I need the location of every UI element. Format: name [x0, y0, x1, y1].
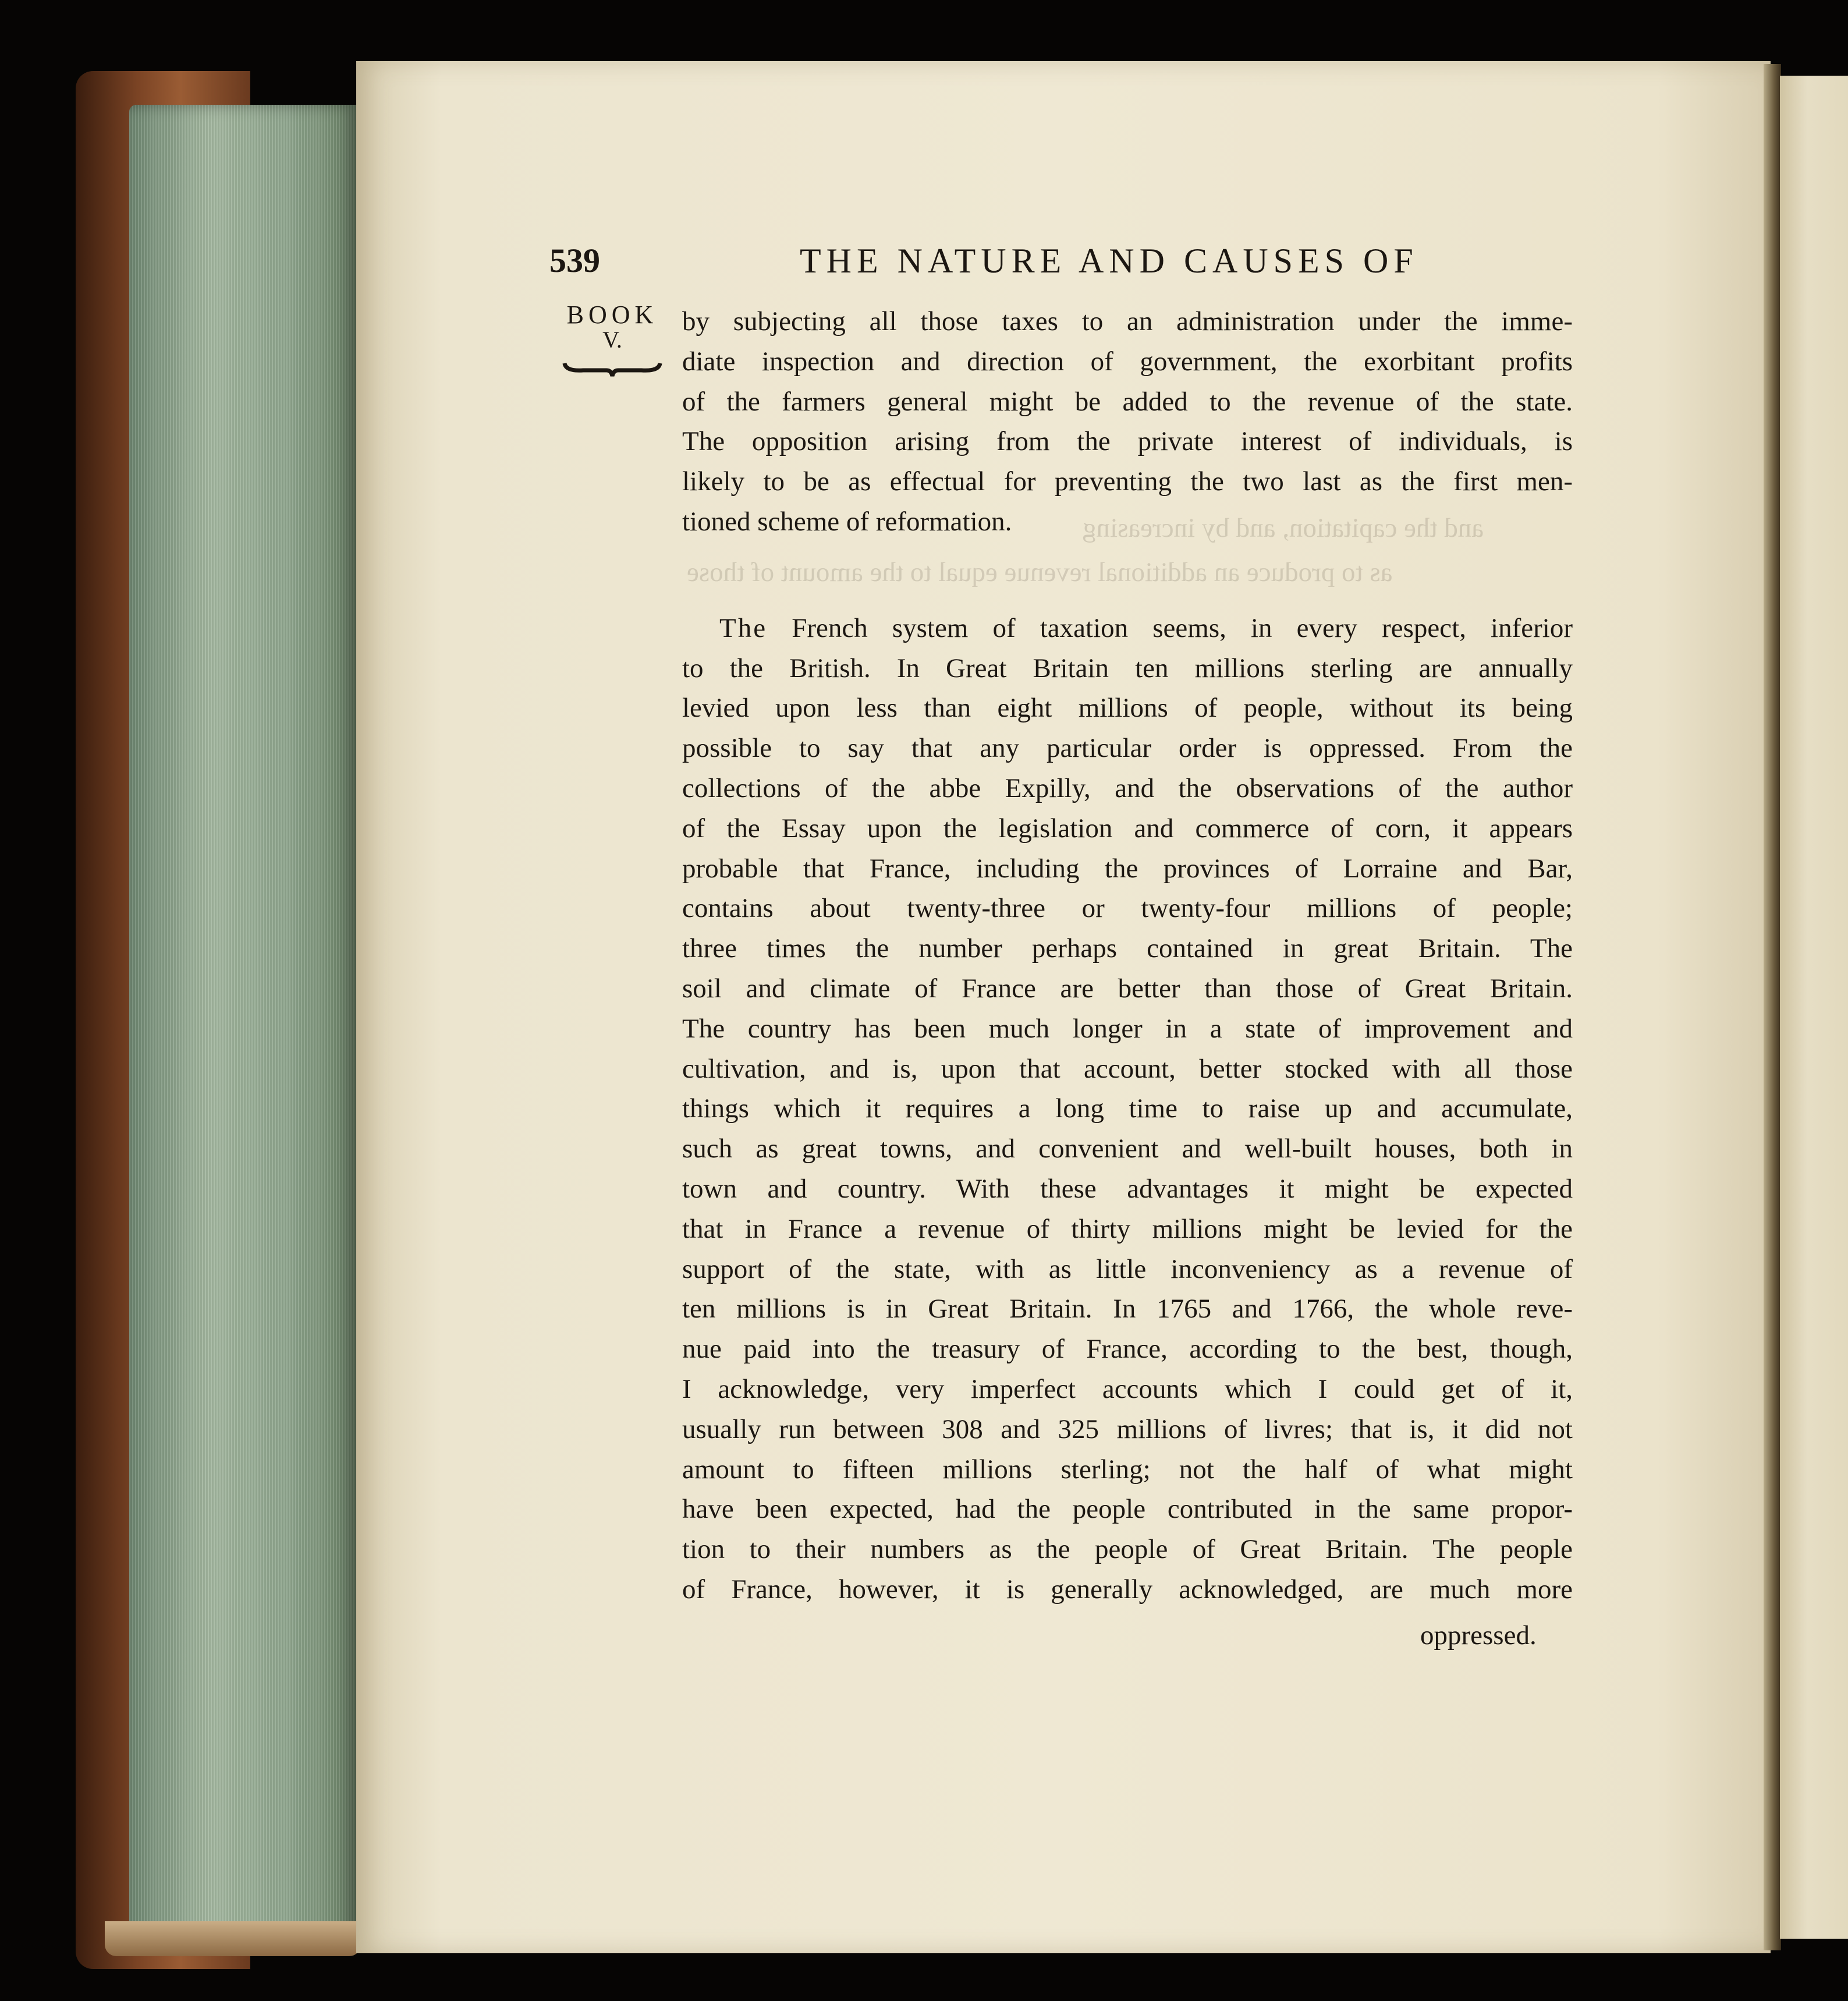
- text-line: possible to say that any particular order is oppressed. From the: [682, 733, 1573, 764]
- text-line: have been expected, had the people contributed in the same propor-: [682, 1494, 1573, 1525]
- text-line: of the farmers general might be added to the revenue of the state.: [682, 386, 1573, 417]
- text-line: diate inspection and direction of government, the exorbitant profits: [682, 346, 1573, 377]
- text-line: ten millions is in Great Britain. In 1765 and 1766, the whole reve-: [682, 1294, 1573, 1324]
- text-line: nue paid into the treasury of France, according to the best, though,: [682, 1334, 1573, 1365]
- first-line-rest: French system of taxation seems, in every respect, inferior: [792, 612, 1573, 643]
- text-line: likely to be as effectual for preventing the two last as the first men-: [682, 466, 1573, 497]
- right-page-edge: [1780, 76, 1848, 1939]
- text-line: levied upon less than eight millions of people, without its being: [682, 693, 1573, 724]
- text-line-first: [682, 608, 1573, 649]
- text-line: collections of the abbe Expilly, and the observations of the author: [682, 773, 1573, 803]
- text-line: by subjecting all those taxes to an administration under the imme-: [682, 306, 1573, 337]
- text-line: contains about twenty-three or twenty-four millions of people;: [682, 893, 1573, 924]
- catchword: oppressed.: [1420, 1620, 1537, 1651]
- marginal-book-label: BOOK: [566, 300, 658, 329]
- brace-icon: [560, 355, 665, 378]
- text-line: tion to their numbers as the people of Great Britain. The people: [682, 1534, 1573, 1565]
- paragraph-2: [682, 608, 1573, 1610]
- text-line: tioned scheme of reformation.: [682, 506, 1012, 537]
- text-line: of France, however, it is generally acknowledged, are much more: [682, 1574, 1573, 1605]
- show-through-2: and the capitation, and by increasing: [1083, 513, 1484, 543]
- marginal-note: [560, 302, 665, 378]
- text-line: town and country. With these advantages it might be expected: [682, 1173, 1573, 1204]
- text-line: cultivation, and is, upon that account, better stocked with all those: [682, 1053, 1573, 1084]
- text-line: such as great towns, and convenient and well-built houses, both in: [682, 1134, 1573, 1164]
- show-through: as to produce an additional revenue equal to the amount of those: [687, 557, 1393, 587]
- small-caps-word: The: [719, 612, 768, 643]
- text-line: soil and climate of France are better than those of Great Britain.: [682, 973, 1573, 1004]
- paragraph-gap: [682, 542, 1573, 608]
- text-line: that in France a revenue of thirty millions might be levied for the: [682, 1213, 1573, 1244]
- text-line: support of the state, with as little inconveniency as a revenue of: [682, 1253, 1573, 1284]
- book-gutter: [1764, 64, 1781, 1950]
- page-edges-bottom: [105, 1921, 361, 1956]
- paragraph-1: [682, 302, 1573, 542]
- text-line: to the British. In Great Britain ten millions sterling are annually: [682, 653, 1573, 683]
- text-line: three times the number perhaps contained in great Britain. The: [682, 933, 1573, 964]
- running-head: [549, 238, 1457, 284]
- text-line: things which it requires a long time to raise up and accumulate,: [682, 1093, 1573, 1124]
- marginal-volume: V.: [602, 327, 622, 353]
- text-line: usually run between 308 and 325 millions of livres; that is, it did not: [682, 1414, 1573, 1444]
- text-line: amount to fifteen millions sterling; not the half of what might: [682, 1454, 1573, 1485]
- text-line: The country has been much longer in a state of improvement and: [682, 1013, 1573, 1044]
- running-head-title: THE NATURE AND CAUSES OF: [800, 242, 1418, 280]
- text-line: probable that France, including the provinces of Lorraine and Bar,: [682, 853, 1573, 884]
- text-line: of the Essay upon the legislation and commerce of corn, it appears: [682, 813, 1573, 844]
- page-number: 539: [549, 242, 600, 279]
- text-line: The opposition arising from the private interest of individuals, is: [682, 426, 1573, 457]
- page-edges: [129, 105, 356, 1945]
- body-text: [682, 302, 1573, 1610]
- text-line: I acknowledge, very imperfect accounts which I could get of it,: [682, 1373, 1573, 1404]
